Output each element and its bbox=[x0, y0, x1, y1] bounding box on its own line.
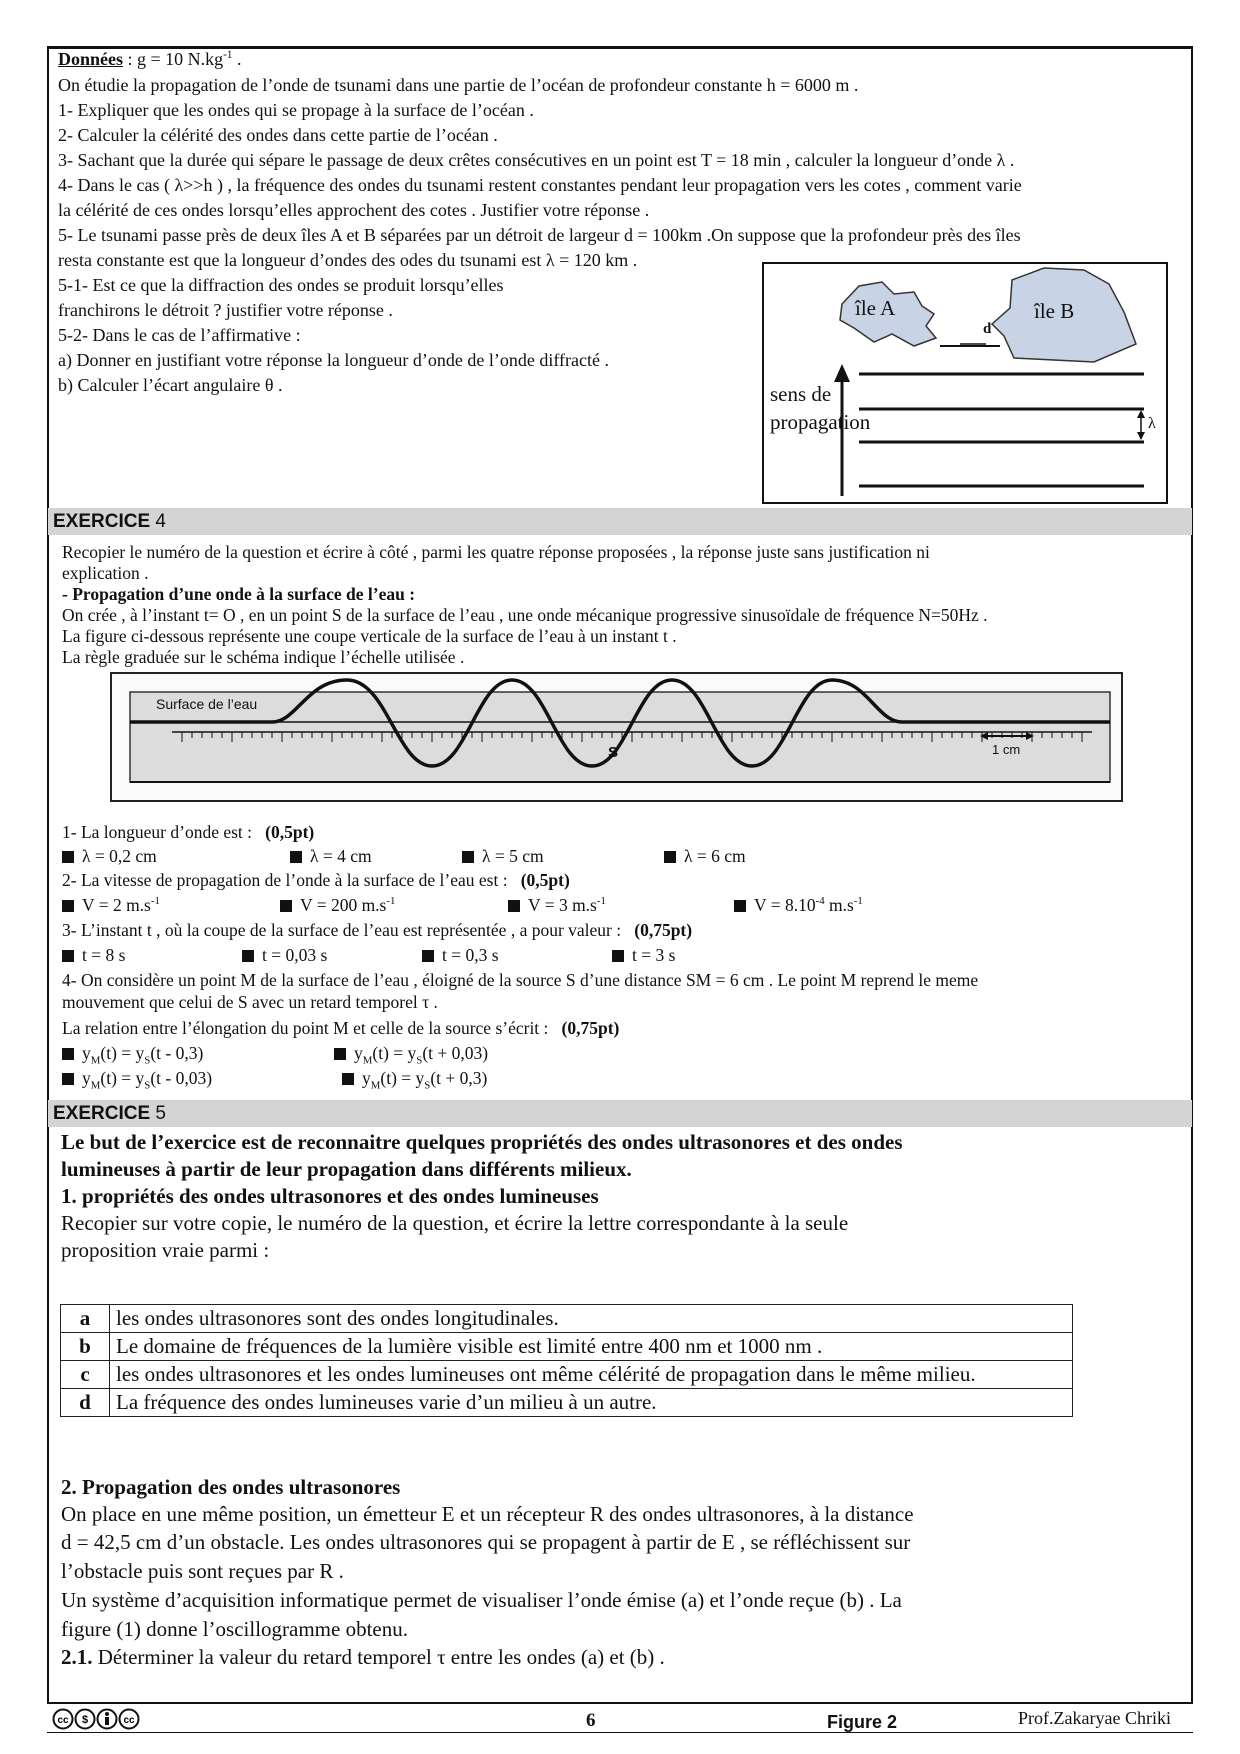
row-letter: c bbox=[61, 1361, 110, 1389]
lambda-label: λ bbox=[1148, 415, 1156, 432]
row-letter: d bbox=[61, 1389, 110, 1417]
row-text: les ondes ultrasonores sont des ondes longitudinales. bbox=[110, 1305, 1073, 1333]
svg-text:$: $ bbox=[81, 1714, 89, 1726]
row-text: La fréquence des ondes lumineuses varie d’un milieu à un autre. bbox=[110, 1389, 1073, 1417]
table-row[interactable] bbox=[61, 1361, 1073, 1389]
ex5-p1: On place en une même position, un émetteur E et un récepteur R des ondes ultrasonores, à la distance bbox=[61, 1502, 914, 1526]
ex5-p2: d = 42,5 cm d’un obstacle. Les ondes ultrasonores qui se propagent à partir de E , se réfléchissent sur bbox=[61, 1530, 911, 1554]
ex3-q4b: la célérité de ces ondes lorsqu’elles approchent des cotes . Justifier votre réponse . bbox=[58, 200, 650, 220]
q2-option-d[interactable]: $V = 8.10^{-4}$ $m.s^{-1}$ bbox=[734, 895, 863, 916]
ex4-line1: On crée , à l’instant t= O , en un point S de la surface de l’eau , une onde mécanique progressive sinusoïdale de fréquence N=50Hz . bbox=[62, 605, 988, 625]
ex5-inst1: Recopier sur votre copie, le numéro de la question, et écrire la lettre correspondante à la seule bbox=[61, 1211, 849, 1235]
d-label: d bbox=[983, 321, 992, 337]
table-row[interactable] bbox=[61, 1333, 1073, 1361]
q4-option-b[interactable]: $y_M(t) = y_S(t + 0,03)$ bbox=[334, 1043, 488, 1064]
q4-option-c[interactable]: $y_M(t) = y_S(t - 0,03)$ bbox=[62, 1068, 212, 1089]
q2-option-a[interactable]: V = 2 $m.s^{-1}$ bbox=[62, 895, 160, 916]
q1-option-a[interactable]: λ = 0,2 cm bbox=[62, 846, 157, 867]
page-number: 6 bbox=[586, 1710, 596, 1731]
ex5-header-bar bbox=[48, 1100, 1192, 1127]
ex5-p3: l’obstacle puis sont reçues par R . bbox=[61, 1559, 344, 1583]
q4-option-a[interactable]: $y_M(t) = y_S(t - 0,3)$ bbox=[62, 1043, 203, 1064]
water-figure bbox=[110, 672, 1123, 802]
ex5-sec2: 2. Propagation des ondes ultrasonores bbox=[61, 1475, 401, 1499]
q1-option-d[interactable]: λ = 6 cm bbox=[664, 846, 746, 867]
ex3-q51b: franchirons le détroit ? justifier votre réponse . bbox=[58, 300, 393, 320]
ex4-q1: 1- La longueur d’onde est : (0,5pt) bbox=[62, 822, 315, 842]
ile-b-label: île B bbox=[1034, 299, 1075, 323]
ex4-q4b: mouvement que celui de S avec un retard temporel τ . bbox=[62, 992, 438, 1012]
q1-option-c[interactable]: λ = 5 cm bbox=[462, 846, 544, 867]
islands-figure bbox=[762, 262, 1168, 504]
q3-option-c[interactable]: t = 0,3 s bbox=[422, 945, 499, 966]
ile-a-label: île A bbox=[855, 296, 896, 320]
ex5-p5: figure (1) donne l’oscillogramme obtenu. bbox=[61, 1617, 408, 1641]
ex3-q52b: b) Calculer l’écart angulaire θ . bbox=[58, 375, 283, 395]
ex4-q4c: La relation entre l’élongation du point M et celle de la source s’écrit : (0,75pt) bbox=[62, 1018, 620, 1038]
ex4-subtitle: - Propagation d’une onde à la surface de l’eau : bbox=[62, 584, 416, 604]
ex5-sec1: 1. propriétés des ondes ultrasonores et des ondes lumineuses bbox=[61, 1184, 599, 1208]
ex3-q2: 2- Calculer la célérité des ondes dans cette partie de l’océan . bbox=[58, 125, 498, 145]
q2-option-c[interactable]: V = 3 $m.s^{-1}$ bbox=[508, 895, 606, 916]
ex4-line3: La règle graduée sur le schéma indique l’échelle utilisée . bbox=[62, 647, 465, 667]
svg-text:cc: cc bbox=[57, 1715, 69, 1726]
row-text: Le domaine de fréquences de la lumière visible est limité entre 400 nm et 1000 nm . bbox=[110, 1333, 1073, 1361]
sens-label-2: propagation bbox=[770, 410, 871, 434]
ex5-goal1: Le but de l’exercice est de reconnaitre quelques propriétés des ondes ultrasonores et des ondes bbox=[61, 1130, 903, 1154]
footer-divider bbox=[47, 1732, 1193, 1733]
cc-license-badges bbox=[52, 1708, 144, 1730]
cc-license-icon bbox=[52, 1708, 144, 1735]
ex3-q1: 1- Expliquer que les ondes qui se propage à la surface de l’océan . bbox=[58, 100, 534, 120]
ex3-q52: 5-2- Dans le cas de l’affirmative : bbox=[58, 325, 301, 345]
donnees-line: Données : g = 10 $N.kg^{-1}$ . bbox=[58, 49, 242, 69]
row-letter: b bbox=[61, 1333, 110, 1361]
source-s-label: S bbox=[608, 744, 619, 761]
figure-caption: Figure 2 bbox=[827, 1712, 898, 1732]
table-row[interactable] bbox=[61, 1389, 1073, 1417]
ex4-intro1: Recopier le numéro de la question et écrire à côté , parmi les quatre réponse proposées , la réponse juste sans justification ni bbox=[62, 542, 930, 562]
q3-option-a[interactable]: t = 8 s bbox=[62, 945, 125, 966]
ex5-goal2: lumineuses à partir de leur propagation dans différents milieux. bbox=[61, 1157, 632, 1181]
scale-label: 1 cm bbox=[992, 742, 1021, 757]
ex3-q4a: 4- Dans le cas ( λ>>h ) , la fréquence des ondes du tsunami restent constantes pendant leur propagation vers les cotes , comment varie bbox=[58, 175, 1022, 195]
ex4-header-bar bbox=[48, 508, 1192, 535]
ex3-intro: On étudie la propagation de l’onde de tsunami dans une partie de l’océan de profondeur constante h = 6000 m . bbox=[58, 75, 859, 95]
q3-option-d[interactable]: t = 3 s bbox=[612, 945, 675, 966]
q4-option-d[interactable]: $y_M(t) = y_S(t + 0,3)$ bbox=[342, 1068, 487, 1089]
table-row[interactable] bbox=[61, 1305, 1073, 1333]
author: Prof.Zakaryae Chriki bbox=[1018, 1708, 1171, 1728]
sens-label-1: sens de bbox=[770, 382, 832, 406]
water-drawing bbox=[112, 674, 1121, 800]
ex3-q52a: a) Donner en justifiant votre réponse la longueur d’onde de l’onde diffracté . bbox=[58, 350, 609, 370]
proposition-table bbox=[60, 1304, 1073, 1417]
row-letter: a bbox=[61, 1305, 110, 1333]
row-text: les ondes ultrasonores et les ondes lumineuses ont même célérité de propagation dans le même milieu. bbox=[110, 1361, 1073, 1389]
ex3-q5a: 5- Le tsunami passe près de deux îles A et B séparées par un détroit de largeur d = 100km .On suppose que la profondeur près des îles bbox=[58, 225, 1021, 245]
ex5-inst2: proposition vraie parmi : bbox=[61, 1238, 270, 1262]
svg-text:cc: cc bbox=[123, 1715, 135, 1726]
surface-label: Surface de l’eau bbox=[156, 696, 258, 712]
q1-option-b[interactable]: λ = 4 cm bbox=[290, 846, 372, 867]
ex4-q4a: 4- On considère un point M de la surface de l’eau , éloigné de la source S d’une distance SM = 6 cm . Le point M reprend le meme bbox=[62, 970, 979, 990]
ex3-q3: 3- Sachant que la durée qui sépare le passage de deux crêtes consécutives en un point est T = 18 min , calculer la longueur d’onde λ . bbox=[58, 150, 1015, 170]
ex5-q21: 2.1. Déterminer la valeur du retard temporel τ entre les ondes (a) et (b) . bbox=[61, 1645, 665, 1669]
q3-option-b[interactable]: t = 0,03 s bbox=[242, 945, 327, 966]
ex3-q5b: resta constante est que la longueur d’ondes des odes du tsunami est λ = 120 km . bbox=[58, 250, 638, 270]
ex5-title: EXERCICE 5 bbox=[53, 1103, 166, 1124]
ex4-line2: La figure ci-dessous représente une coupe verticale de la surface de l’eau à un instant t . bbox=[62, 626, 677, 646]
ex4-q3: 3- L’instant t , où la coupe de la surface de l’eau est représentée , a pour valeur : (0,75pt) bbox=[62, 920, 693, 940]
ex4-title: EXERCICE 4 bbox=[53, 511, 166, 532]
ex5-p4: Un système d’acquisition informatique permet de visualiser l’onde émise (a) et l’onde reçue (b) . La bbox=[61, 1588, 902, 1612]
ex3-q51a: 5-1- Est ce que la diffraction des ondes se produit lorsqu’elles bbox=[58, 275, 504, 295]
ex4-q2: 2- La vitesse de propagation de l’onde à la surface de l’eau est : (0,5pt) bbox=[62, 870, 570, 890]
ex4-intro2: explication . bbox=[62, 563, 149, 583]
q2-option-b[interactable]: V = 200 $m.s^{-1}$ bbox=[280, 895, 395, 916]
